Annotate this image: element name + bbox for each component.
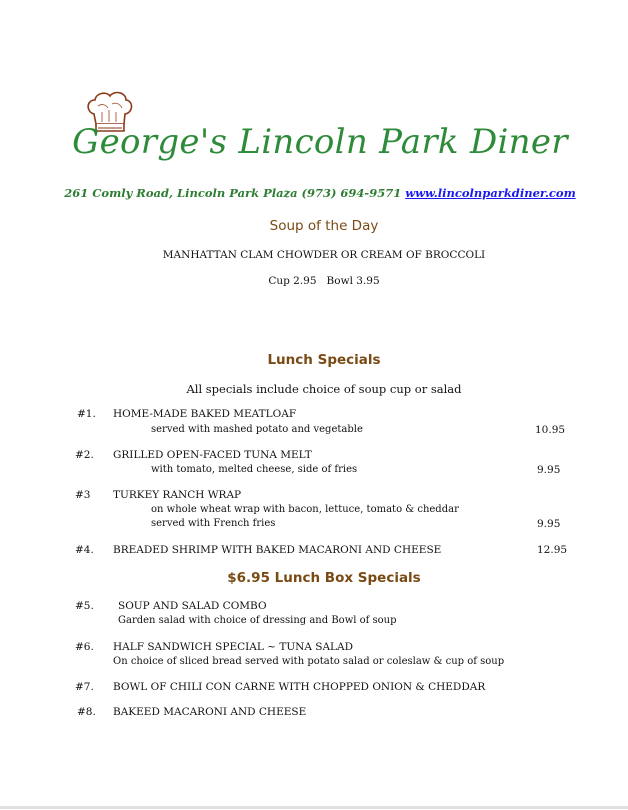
- item-number: #1.: [77, 408, 96, 420]
- lunchbox-section-title: $6.95 Lunch Box Specials: [227, 570, 421, 586]
- item-number: #3: [75, 489, 91, 501]
- item-name: TURKEY RANCH WRAP: [113, 489, 242, 501]
- item-price: 12.95: [537, 544, 568, 556]
- item-name: GRILLED OPEN-FACED TUNA MELT: [113, 449, 312, 461]
- item-number: #7.: [75, 681, 94, 693]
- soup-section-title: Soup of the Day: [269, 218, 379, 234]
- item-description: served with mashed potato and vegetable: [151, 424, 363, 435]
- website-link[interactable]: www.lincolnparkdiner.com: [405, 186, 576, 200]
- item-price: 9.95: [537, 464, 561, 476]
- item-name: SOUP AND SALAD COMBO: [118, 600, 267, 612]
- item-name: BOWL OF CHILI CON CARNE WITH CHOPPED ONION & CHEDDAR: [113, 681, 486, 693]
- item-number: #6.: [75, 641, 94, 653]
- item-number: #4.: [75, 544, 94, 556]
- item-name: BREADED SHRIMP WITH BAKED MACARONI AND CHEESE: [113, 544, 442, 556]
- soup-description: MANHATTAN CLAM CHOWDER OR CREAM OF BROCCOLI: [162, 249, 486, 261]
- item-number: #2.: [75, 449, 94, 461]
- item-name: BAKEED MACARONI AND CHEESE: [113, 706, 307, 718]
- item-description: Garden salad with choice of dressing and Bowl of soup: [118, 615, 397, 626]
- item-name: HALF SANDWICH SPECIAL ~ TUNA SALAD: [113, 641, 354, 653]
- item-description: with tomato, melted cheese, side of fries: [151, 464, 358, 475]
- restaurant-title: George's Lincoln Park Diner: [72, 122, 568, 162]
- item-description: On choice of sliced bread served with potato salad or coleslaw & cup of soup: [113, 656, 505, 667]
- page-bottom-border: [0, 806, 628, 809]
- lunch-section-title: Lunch Specials: [267, 352, 381, 368]
- item-name: HOME-MADE BAKED MEATLOAF: [113, 408, 297, 420]
- address-text: 261 Comly Road, Lincoln Park Plaza (973) 694-9571: [64, 186, 402, 200]
- lunch-intro: All specials include choice of soup cup or salad: [186, 382, 462, 396]
- item-price: 9.95: [537, 518, 561, 530]
- item-number: #8.: [77, 706, 96, 718]
- item-description: served with French fries: [151, 518, 276, 529]
- item-price: 10.95: [535, 424, 566, 436]
- item-description: on whole wheat wrap with bacon, lettuce, tomato & cheddar: [151, 504, 459, 515]
- item-number: #5.: [75, 600, 94, 612]
- soup-prices: Cup 2.95 Bowl 3.95: [268, 275, 380, 287]
- address-line: [0, 186, 628, 200]
